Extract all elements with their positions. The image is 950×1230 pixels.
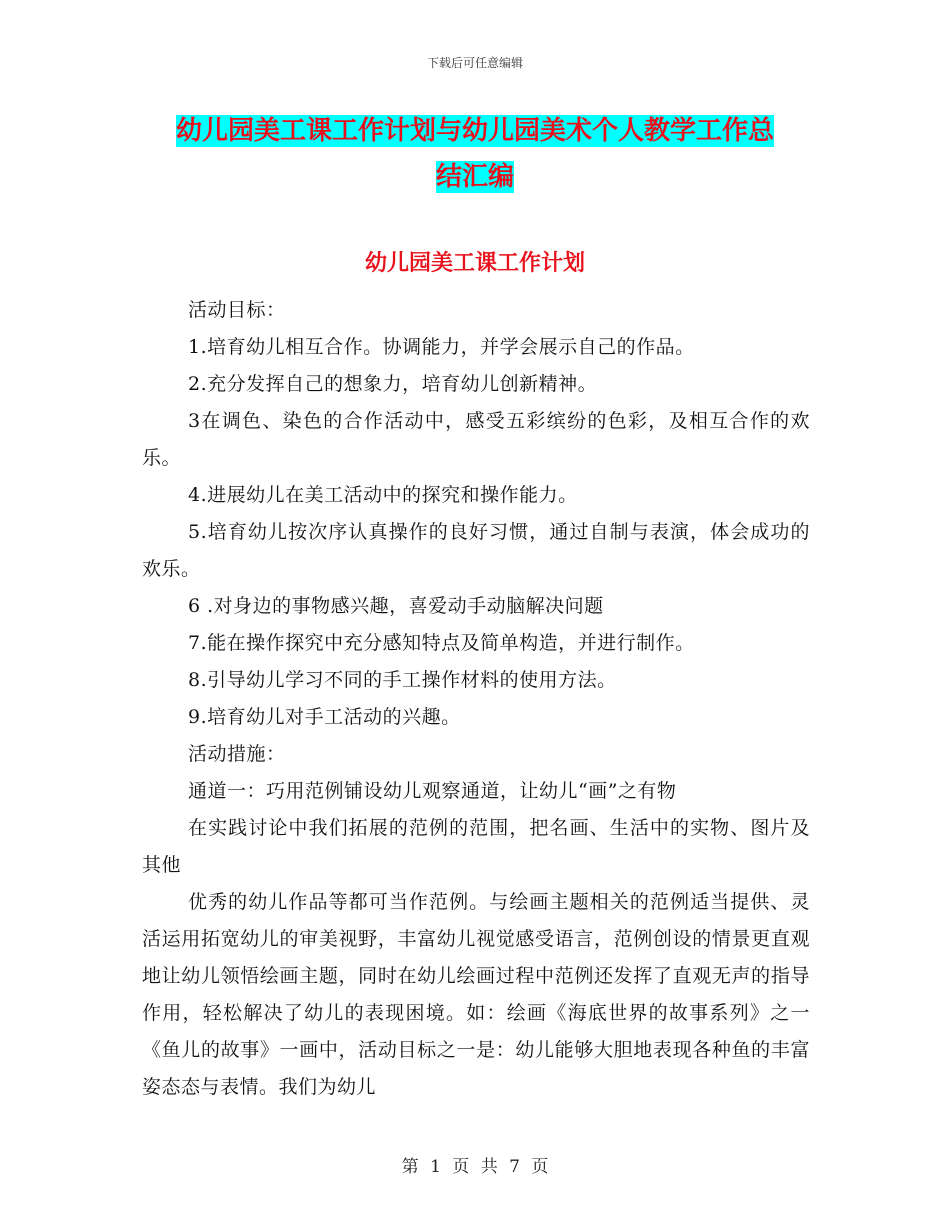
section-heading: 幼儿园美工课工作计划 <box>364 251 585 276</box>
paragraph: 2.充分发挥自己的想象力，培育幼儿创新精神。 <box>188 373 598 395</box>
paragraph: 5.培育幼儿按次序认真操作的良好习惯，通过自制与表演，体会成功的欢乐。 <box>142 521 810 580</box>
paragraph: 3在调色、染色的合作活动中，感受五彩缤纷的色彩，及相互合作的欢乐。 <box>142 410 810 469</box>
paragraph: 1.培育幼儿相互合作。协调能力，并学会展示自己的作品。 <box>188 336 695 358</box>
paragraph: 优秀的幼儿作品等都可当作范例。与绘画主题相关的范例适当提供、灵活运用拓宽幼儿的审美视野，丰富幼儿视觉感受语言，范例创设的情景更直观地让幼儿领悟绘画主题，同时在幼儿绘画过程中范例还发挥了直观无声的指导作用，轻松解决了幼儿的表现困境。如：绘画《海底世界的故事系列》之一《鱼儿的故事》一画中，活动目标之一是：幼儿能够大胆地表现各种鱼的丰富姿态态与表情。我们为幼儿 <box>142 891 810 1098</box>
page-footer: 第 1 页 共 7 页 <box>401 1157 549 1177</box>
document-title <box>140 108 810 200</box>
paragraph: 4.进展幼儿在美工活动中的探究和操作能力。 <box>188 484 578 506</box>
paragraph: 在实践讨论中我们拓展的范例的范围，把名画、生活中的实物、图片及其他 <box>142 817 810 876</box>
paragraph: 8.引导幼儿学习不同的手工操作材料的使用方法。 <box>188 669 617 691</box>
title-line-2: 结汇编 <box>435 162 514 192</box>
paragraph: 活动目标： <box>188 299 286 321</box>
paragraph: 9.培育幼儿对手工活动的兴趣。 <box>188 706 461 728</box>
paragraph: 通道一：巧用范例铺设幼儿观察通道，让幼儿“画”之有物 <box>188 780 677 802</box>
header-note: 下载后可任意编辑 <box>426 56 523 70</box>
paragraph: 7.能在操作探究中充分感知特点及简单构造，并进行制作。 <box>188 632 695 654</box>
title-line-1: 幼儿园美工课工作计划与幼儿园美术个人教学工作总 <box>175 116 774 146</box>
paragraph: 活动措施： <box>188 743 286 765</box>
body-text <box>142 292 810 1106</box>
paragraph: 6 .对身边的事物感兴趣，喜爱动手动脑解决问题 <box>188 595 604 617</box>
